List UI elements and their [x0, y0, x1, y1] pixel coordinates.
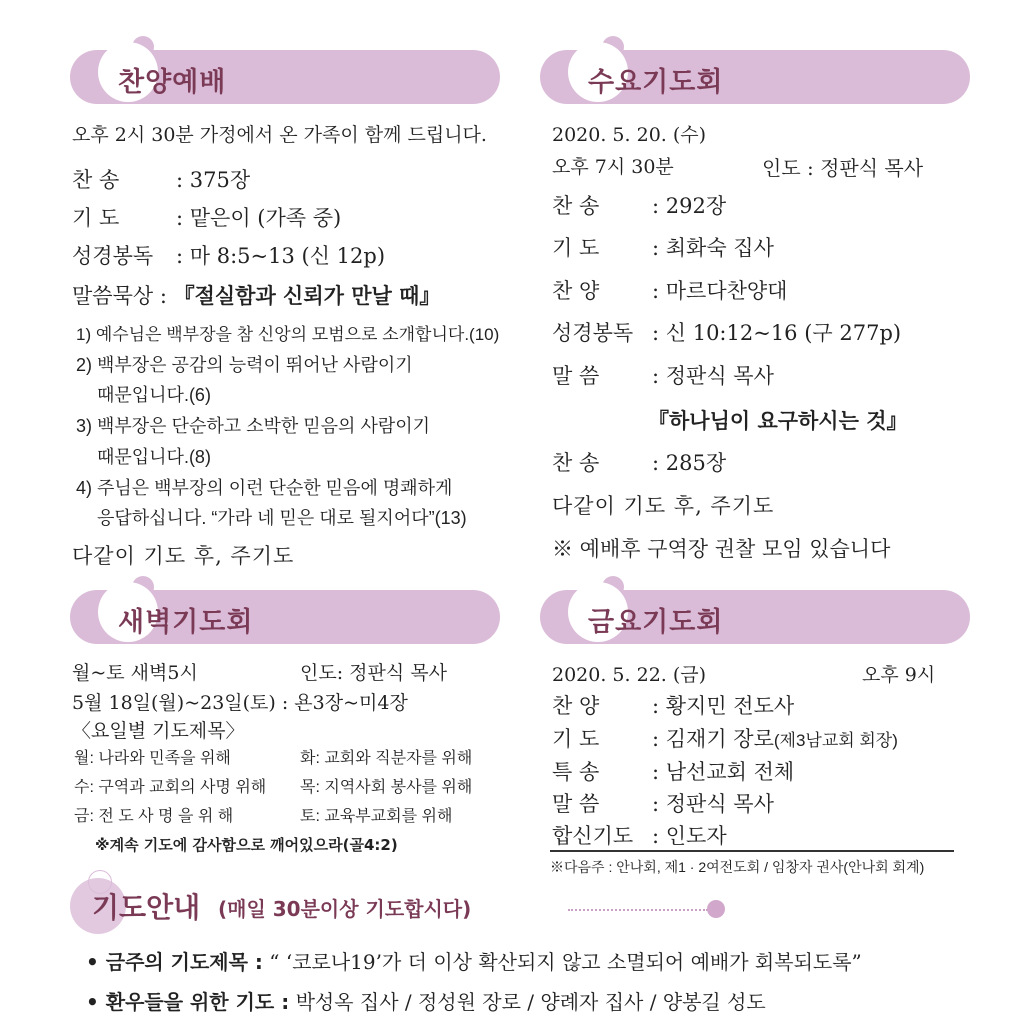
sunday-closing: 다같이 기도 후, 주기도	[72, 544, 295, 568]
dawn-topic: 토: 교육부교회를 위해	[300, 808, 453, 825]
fri-time: 오후 9시	[862, 664, 936, 686]
prayer-item: • 금주의 기도제목 : “ ‘코로나19’가 더 이상 확산되지 않고 소멸되어 예배가 회복되도록”	[86, 950, 862, 974]
wed-row: 성경봉독 : 신 10:12~16 (구 277p)	[552, 321, 902, 345]
sunday-row: 찬 송 : 375장	[72, 168, 251, 192]
fri-next-week: ※다음주 : 안나회, 제1 · 2여전도회 / 임창자 권사(안나회 회계)	[550, 859, 925, 875]
dawn-topic: 목: 지역사회 봉사를 위해	[300, 779, 473, 796]
section-header-sunday	[70, 50, 500, 104]
decor-dot	[707, 900, 725, 918]
wed-row: 찬 송 : 292장	[552, 194, 727, 218]
dawn-schedule: 월~토 새벽5시	[72, 662, 198, 684]
sermon-point: 3) 백부장은 단순하고 소박한 믿음의 사람이기	[76, 416, 430, 436]
sunday-sermon: 말씀묵상 : 『절실함과 신뢰가 만날 때』	[72, 284, 441, 308]
sermon-point: 1) 예수님은 백부장을 참 신앙의 모범으로 소개합니다.(10)	[76, 325, 500, 344]
sunday-row: 성경봉독 : 마 8:5~13 (신 12p)	[72, 244, 386, 268]
fri-row: 말 씀 : 정판식 목사	[552, 792, 774, 816]
prayer-title: 기도안내	[92, 891, 201, 924]
dawn-subtitle: 〈요일별 기도제목〉	[72, 720, 245, 742]
sunday-row: 기 도 : 맡은이 (가족 중)	[72, 206, 342, 230]
section-header-wednesday	[540, 50, 970, 104]
wed-row: 기 도 : 최화숙 집사	[552, 236, 774, 260]
wed-time: 오후 7시 30분	[552, 156, 674, 178]
section-title: 새벽기도회	[118, 607, 254, 638]
dawn-topic: 월: 나라와 민족을 위해	[74, 750, 231, 767]
wed-date: 2020. 5. 20. (수)	[552, 124, 707, 146]
sunday-intro: 오후 2시 30분 가정에서 온 가족이 함께 드립니다.	[72, 124, 487, 146]
dotted-line	[568, 909, 708, 911]
section-header-friday	[540, 590, 970, 644]
sermon-point: 2) 백부장은 공감의 능력이 뛰어난 사람이기	[76, 355, 413, 375]
section-title: 수요기도회	[588, 67, 724, 98]
prayer-subtitle: (매일 30분이상 기도합시다)	[218, 897, 472, 921]
dawn-topic: 수: 구역과 교회의 사명 위해	[74, 779, 267, 796]
fri-row: 특 송 : 남선교회 전체	[552, 760, 795, 784]
divider	[550, 850, 954, 852]
wed-leader: 인도 : 정판식 목사	[762, 156, 924, 180]
wed-sermon-title: 『하나님이 요구하시는 것』	[648, 409, 908, 433]
fri-date: 2020. 5. 22. (금)	[552, 664, 707, 686]
fri-row: 합신기도 : 인도자	[552, 824, 727, 848]
wed-notice: ※ 예배후 구역장 권찰 모임 있습니다	[552, 537, 891, 561]
dawn-leader: 인도: 정판식 목사	[300, 662, 447, 684]
section-title: 찬양예배	[118, 67, 227, 98]
section-header-dawn	[70, 590, 500, 644]
wed-row: 말 씀 : 정판식 목사	[552, 364, 774, 388]
wed-closing: 다같이 기도 후, 주기도	[552, 494, 775, 518]
wed-row: 찬 양 : 마르다찬양대	[552, 279, 788, 303]
prayer-item: • 환우들을 위한 기도 : 박성옥 집사 / 정성원 장로 / 양례자 집사 / 양봉길 성도	[86, 990, 766, 1014]
section-title: 금요기도회	[588, 607, 724, 638]
fri-row: 기 도 : 김재기 장로(제3남교회 회장)	[552, 727, 898, 751]
dawn-verse: ※계속 기도에 감사함으로 깨어있으라(골4:2)	[95, 836, 398, 854]
dawn-range: 5월 18일(월)~23일(토) : 욘3장~미4장	[72, 692, 408, 714]
dawn-topic: 금: 전 도 사 명 을 위 해	[74, 808, 234, 825]
sermon-point: 때문입니다.(8)	[97, 447, 211, 467]
wed-row: 찬 송 : 285장	[552, 451, 727, 475]
fri-row: 찬 양 : 황지민 전도사	[552, 694, 795, 718]
sermon-point: 응답하십니다. “가라 네 믿은 대로 될지어다”(13)	[97, 508, 467, 528]
sermon-point: 때문입니다.(6)	[97, 385, 211, 405]
dawn-topic: 화: 교회와 직분자를 위해	[300, 750, 473, 767]
sermon-point: 4) 주님은 백부장의 이런 단순한 믿음에 명쾌하게	[76, 478, 453, 498]
